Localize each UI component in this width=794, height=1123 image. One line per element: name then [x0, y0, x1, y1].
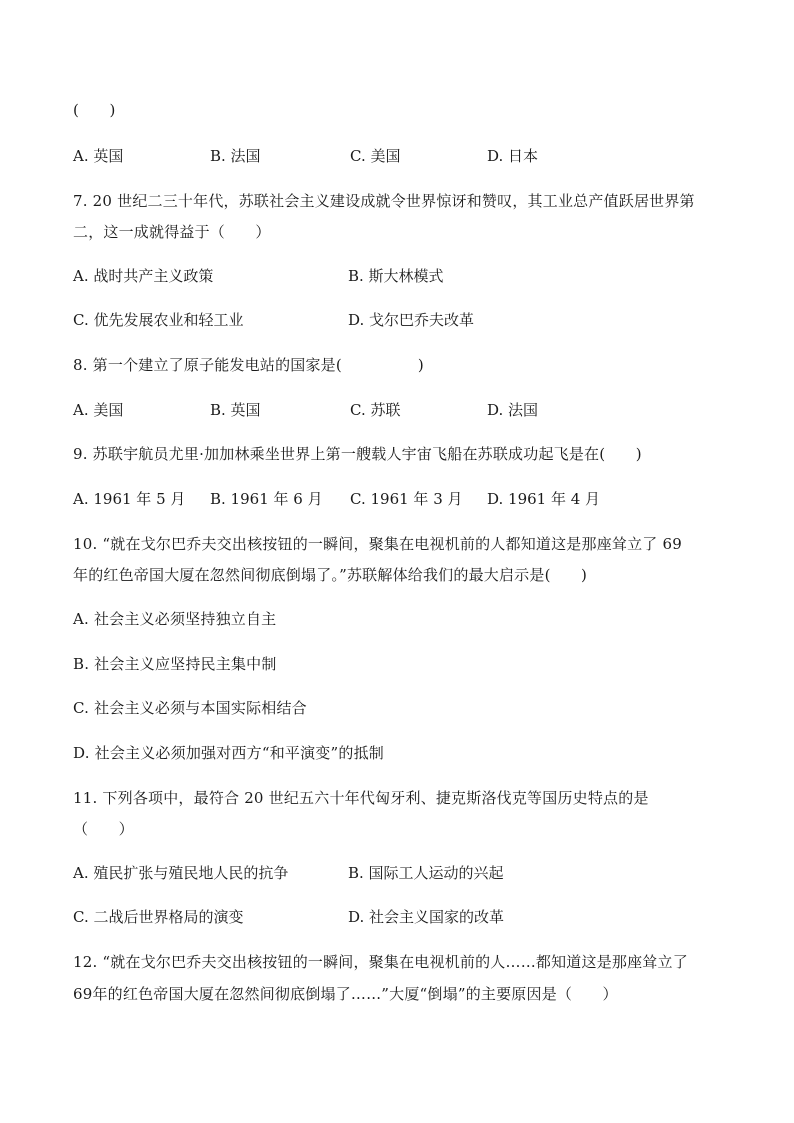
q11-option-d: D. 社会主义国家的改革: [348, 908, 505, 926]
q8-option-b: B. 英国: [210, 401, 261, 419]
q9-option-b: B. 1961 年 6 月: [210, 490, 323, 508]
q7-stem-line1: 7. 20 世纪二三十年代，苏联社会主义建设成就令世界惊讶和赞叹，其工业总产值跃居世界第: [73, 192, 695, 210]
q10-stem-line2: 年的红色帝国大厦在忽然间彻底倒塌了。”苏联解体给我们的最大启示是( ): [73, 566, 588, 584]
q7-option-d: D. 戈尔巴乔夫改革: [348, 311, 475, 329]
q9-stem: 9. 苏联宇航员尤里·加加林乘坐世界上第一艘载人宇宙飞船在苏联成功起飞是在( ): [73, 445, 642, 463]
q7-option-b: B. 斯大林模式: [348, 267, 444, 285]
q10-option-c: C. 社会主义必须与本国实际相结合: [73, 699, 307, 717]
q8-option-d: D. 法国: [487, 401, 539, 419]
q10-option-a: A. 社会主义必须坚持独立自主: [73, 610, 277, 628]
q6-bracket: ( ): [73, 101, 116, 119]
q11-option-a: A. 殖民扩张与殖民地人民的抗争: [73, 864, 289, 882]
q6-option-c: C. 美国: [350, 147, 401, 165]
q7-option-a: A. 战时共产主义政策: [73, 267, 214, 285]
q9-option-c: C. 1961 年 3 月: [350, 490, 463, 508]
q11-stem-line2: （ ）: [73, 820, 134, 838]
q9-option-a: A. 1961 年 5 月: [73, 490, 186, 508]
q10-option-b: B. 社会主义应坚持民主集中制: [73, 655, 277, 673]
q7-stem-line2: 二，这一成就得益于（ ）: [73, 223, 271, 241]
q10-option-d: D. 社会主义必须加强对西方“和平演变”的抵制: [73, 744, 384, 762]
q7-option-c: C. 优先发展农业和轻工业: [73, 311, 244, 329]
q12-stem-line1: 12. “就在戈尔巴乔夫交出核按钮的一瞬间，聚集在电视机前的人……都知道这是那座耸立了: [73, 953, 688, 971]
q6-option-a: A. 英国: [73, 147, 124, 165]
q9-option-d: D. 1961 年 4 月: [487, 490, 601, 508]
q8-option-a: A. 美国: [73, 401, 124, 419]
q8-option-c: C. 苏联: [350, 401, 401, 419]
q6-option-b: B. 法国: [210, 147, 261, 165]
q11-option-b: B. 国际工人运动的兴起: [348, 864, 504, 882]
q11-option-c: C. 二战后世界格局的演变: [73, 908, 244, 926]
q6-option-d: D. 日本: [487, 147, 539, 165]
q10-stem-line1: 10. “就在戈尔巴乔夫交出核按钮的一瞬间，聚集在电视机前的人都知道这是那座耸立了 69: [73, 535, 682, 553]
q12-stem-line2: 69年的红色帝国大厦在忽然间彻底倒塌了……”大厦“倒塌”的主要原因是（ ）: [73, 985, 618, 1003]
q11-stem-line1: 11. 下列各项中，最符合 20 世纪五六十年代匈牙利、捷克斯洛伐克等国历史特点的是: [73, 789, 649, 807]
q8-stem: 8. 第一个建立了原子能发电站的国家是( ): [73, 356, 424, 374]
